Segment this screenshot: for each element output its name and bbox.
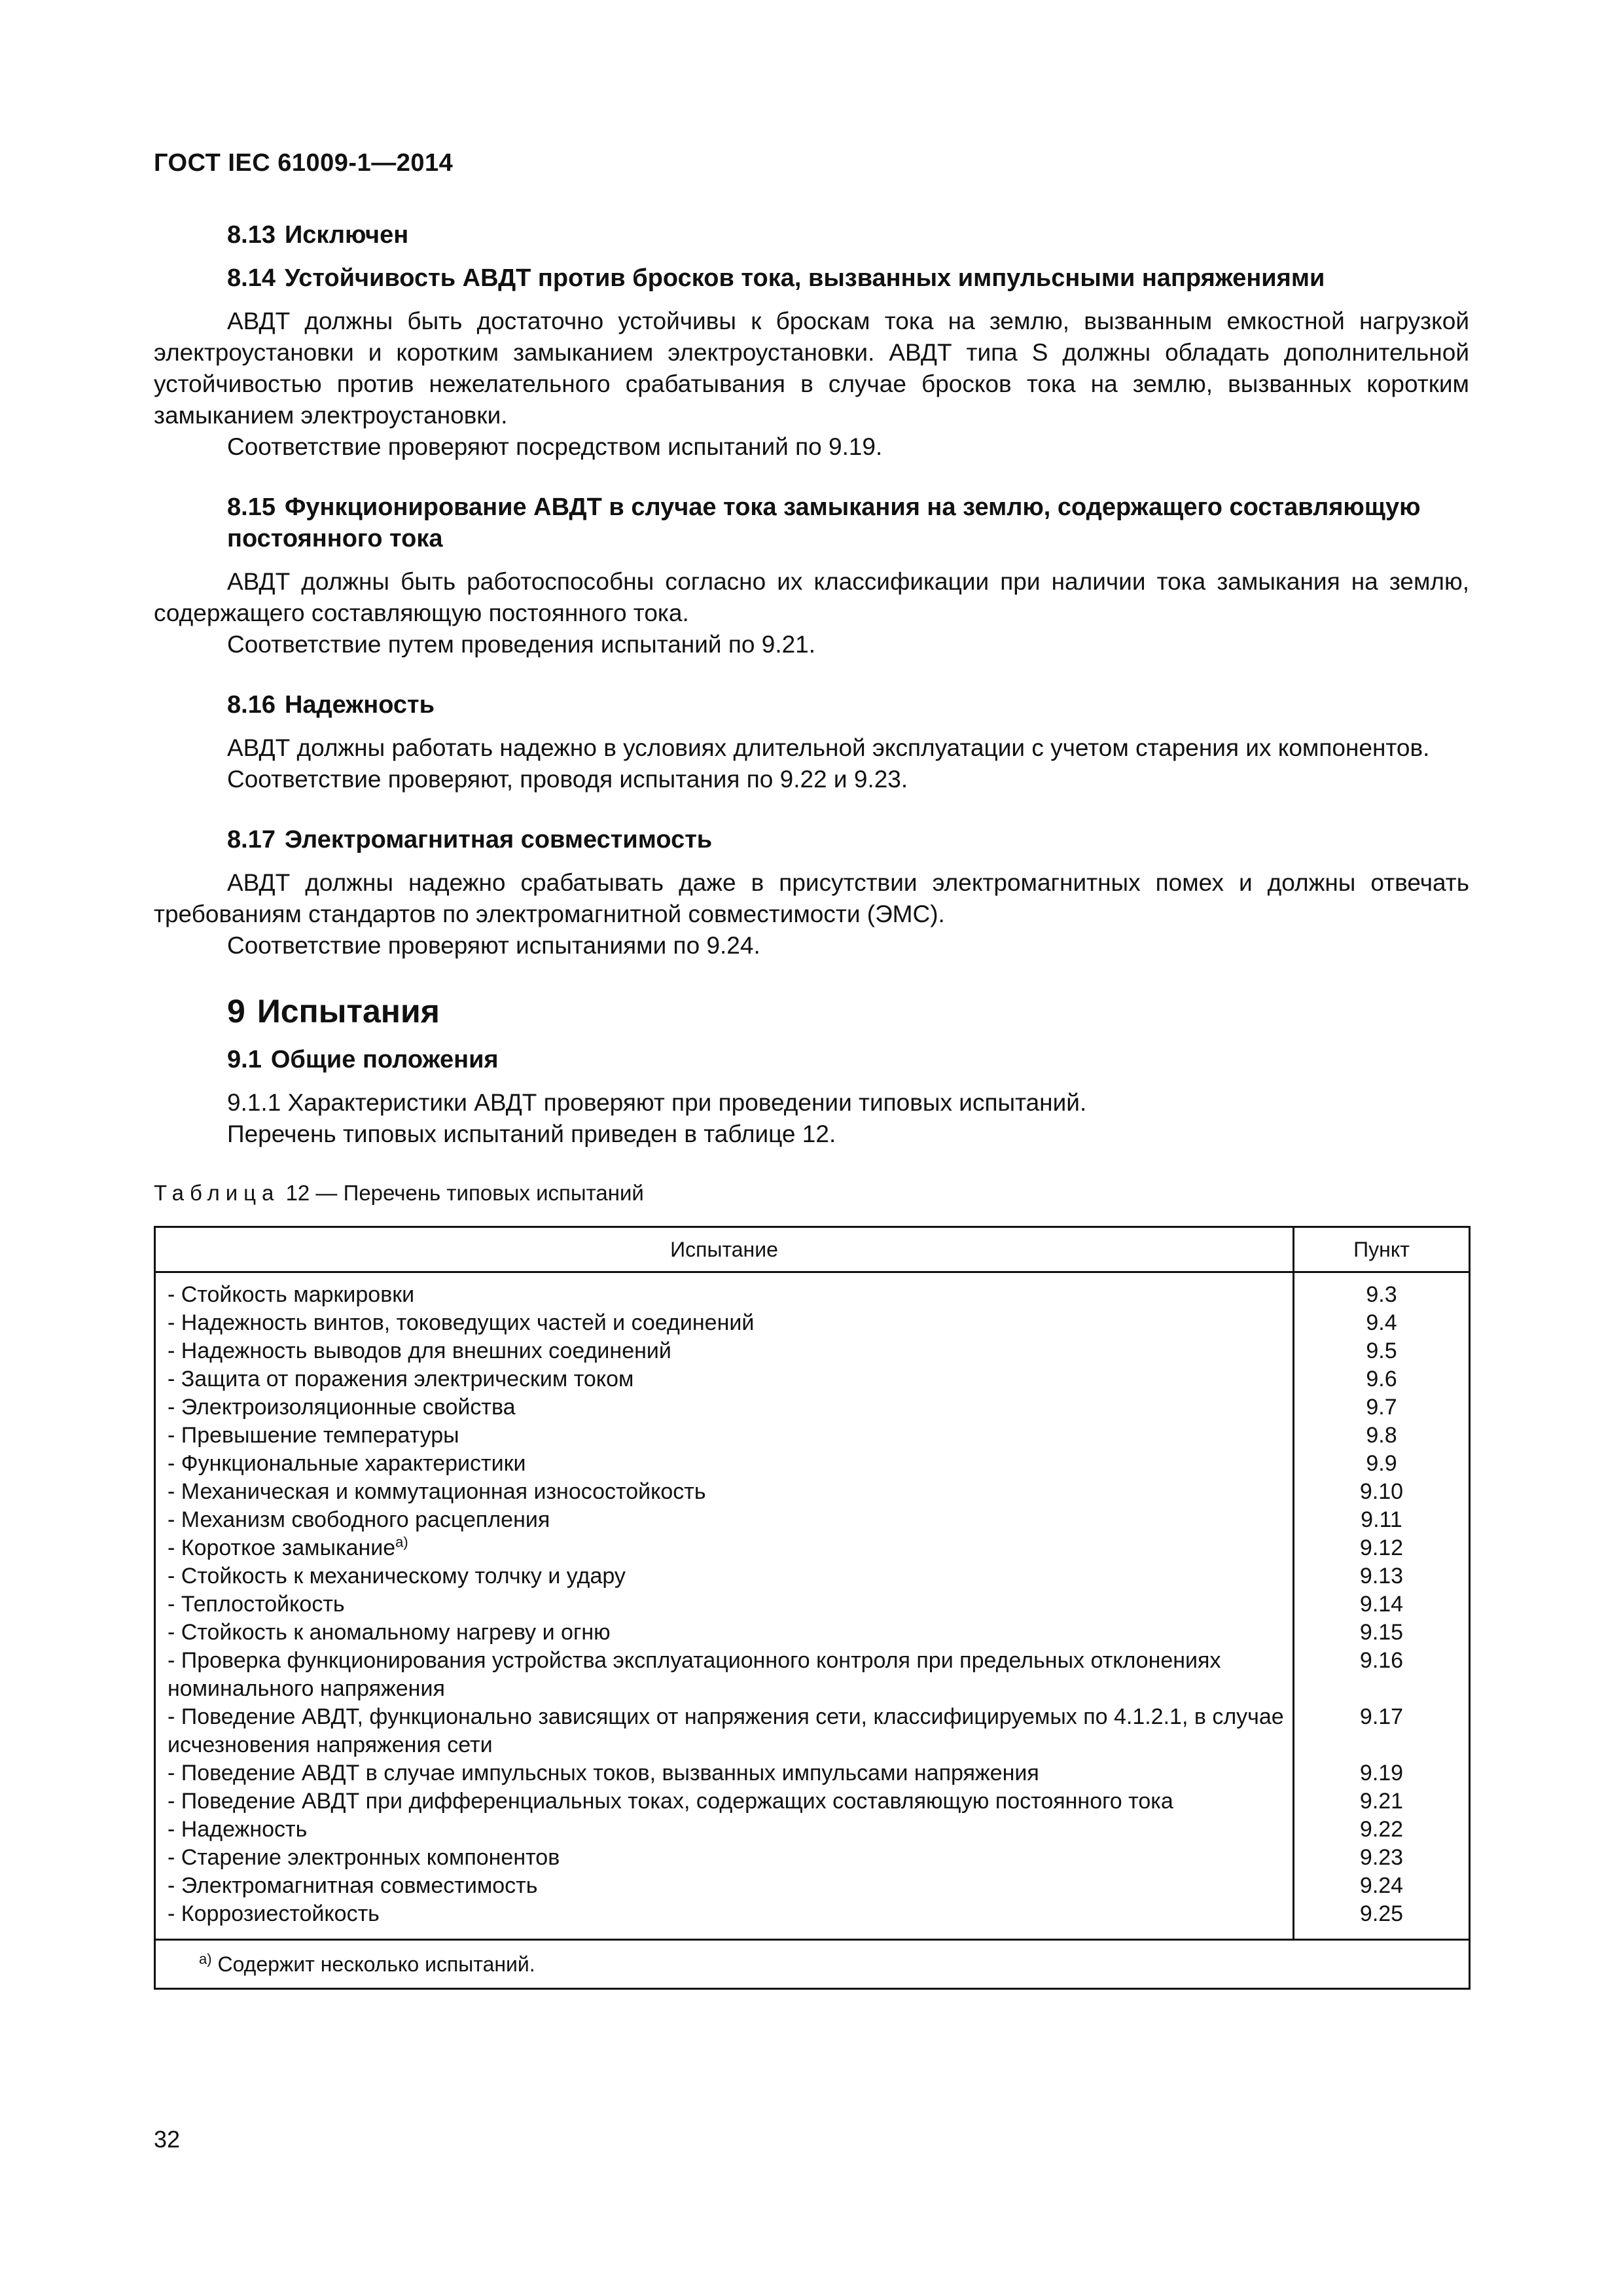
type-tests-table [154, 1226, 1471, 1990]
page-number: 32 [154, 2126, 181, 2153]
table-row [155, 1272, 1470, 1310]
test-name: - Поведение АВДТ при дифференциальных токах, содержащих составляющую постоянного тока [155, 1787, 1294, 1816]
section-title: Функционирование АВДТ в случае тока замыкания на землю, содержащего составляющую постоянного тока [227, 493, 1421, 552]
footnote-ref: a) [395, 1534, 408, 1551]
chapter-title: Испытания [257, 993, 440, 1030]
test-name: - Поведение АВДТ, функционально зависящих от напряжения сети, классифицируемых по 4.1.2.1, в случае исчезновения напряжения сети [155, 1703, 1294, 1759]
table-row [155, 1816, 1470, 1844]
table-row [155, 1393, 1470, 1422]
test-name: - Надежность выводов для внешних соединений [155, 1337, 1294, 1365]
spacer [154, 463, 1469, 492]
section-title: Исключен [284, 221, 409, 249]
test-name: - Превышение температуры [155, 1422, 1294, 1450]
table-row [155, 1337, 1470, 1365]
clause-number: 9.16 [1294, 1647, 1470, 1703]
chapter-9-heading [154, 990, 1469, 1032]
clause-number: 9.14 [1294, 1590, 1470, 1619]
section-8-13-heading [154, 219, 1469, 251]
section-number: 8.13 [227, 221, 276, 249]
paragraph: АВДТ должны быть работоспособны согласно их классификации при наличии тока замыкания на землю, содержащего составляющую постоянного тока. [154, 568, 1469, 626]
table-row [155, 1759, 1470, 1787]
spacer [154, 660, 1469, 689]
test-name: - Надежность винтов, токоведущих частей и соединений [155, 1309, 1294, 1337]
page-header: ГОСТ IEC 61009-1—2014 [154, 149, 454, 177]
test-name-cell [155, 1534, 1294, 1562]
column-header-clause: Пункт [1294, 1227, 1470, 1272]
clause-number: 9.23 [1294, 1844, 1470, 1872]
table-row [155, 1703, 1470, 1759]
table-caption-word: Таблица [154, 1181, 280, 1205]
test-name: - Надежность [155, 1816, 1294, 1844]
section-8-14-heading [154, 262, 1469, 294]
table-row [155, 1365, 1470, 1393]
paragraph: АВДТ должны надежно срабатывать даже в присутствии электромагнитных помех и должны отвечать требованиям стандартов по электромагнитной совместимости (ЭМС). [154, 869, 1469, 927]
section-number: 9.1 [227, 1046, 262, 1073]
clause-number: 9.21 [1294, 1787, 1470, 1816]
table-row [155, 1534, 1470, 1562]
test-name: - Старение электронных компонентов [155, 1844, 1294, 1872]
test-name: - Механизм свободного расцепления [155, 1506, 1294, 1534]
table-row [155, 1309, 1470, 1337]
table-row [155, 1506, 1470, 1534]
clause-number: 9.12 [1294, 1534, 1470, 1562]
clause-number: 9.4 [1294, 1309, 1470, 1337]
clause-number: 9.24 [1294, 1872, 1470, 1900]
table-row [155, 1647, 1470, 1703]
test-name: - Стойкость к аномальному нагреву и огню [155, 1619, 1294, 1647]
chapter-number: 9 [227, 993, 245, 1030]
table-row [155, 1450, 1470, 1478]
section-9-1-heading [154, 1044, 1469, 1075]
test-name: - Стойкость маркировки [155, 1272, 1294, 1310]
clause-number: 9.22 [1294, 1816, 1470, 1844]
clause-number: 9.15 [1294, 1619, 1470, 1647]
clause-number: 9.6 [1294, 1365, 1470, 1393]
table-row [155, 1590, 1470, 1619]
table-row [155, 1787, 1470, 1816]
spacer [154, 961, 1469, 990]
table-row [155, 1900, 1470, 1940]
footnote-text: Содержит несколько испытаний. [217, 1952, 535, 1976]
section-number: 8.14 [227, 264, 276, 292]
clause-number: 9.17 [1294, 1703, 1470, 1759]
test-name: - Функциональные характеристики [155, 1450, 1294, 1478]
table-footnote-row [155, 1940, 1470, 1989]
table-row [155, 1478, 1470, 1506]
section-8-16-heading [154, 689, 1469, 721]
paragraph: Перечень типовых испытаний приведен в таблице 12. [227, 1121, 836, 1147]
table-row [155, 1872, 1470, 1900]
table-row [155, 1619, 1470, 1647]
test-name: - Короткое замыкание [168, 1535, 396, 1560]
section-title: Надежность [284, 691, 435, 719]
paragraph: Соответствие проверяют, проводя испытания по 9.22 и 9.23. [227, 766, 908, 793]
section-number: 8.16 [227, 691, 276, 719]
clause-number: 9.3 [1294, 1272, 1470, 1310]
clause-number: 9.10 [1294, 1478, 1470, 1506]
clause-number: 9.11 [1294, 1506, 1470, 1534]
clause-number: 9.9 [1294, 1450, 1470, 1478]
test-name: - Механическая и коммутационная износостойкость [155, 1478, 1294, 1506]
table-body [155, 1272, 1470, 1989]
clause-number: 9.7 [1294, 1393, 1470, 1422]
clause-number: 9.19 [1294, 1759, 1470, 1787]
section-title: Общие положения [270, 1046, 499, 1073]
paragraph: Соответствие проверяют испытаниями по 9.24. [227, 932, 760, 959]
table-footnote [155, 1940, 1470, 1989]
section-8-17-heading [154, 824, 1469, 855]
test-name: - Теплостойкость [155, 1590, 1294, 1619]
paragraph: АВДТ должны быть достаточно устойчивы к броскам тока на землю, вызванным емкостной нагрузкой электроустановки и коротким замыканием электроустановки. АВДТ типа S должны обладать дополнительной устойчивостью против нежелательного срабатывания в случае бросков тока на землю, вызванных коротким замыканием электроустановки. [154, 308, 1469, 429]
table-row [155, 1562, 1470, 1590]
section-number: 8.17 [227, 826, 276, 853]
table-header-row [155, 1227, 1470, 1272]
clause-number: 9.25 [1294, 1900, 1470, 1940]
section-number: 8.15 [227, 493, 276, 521]
document-body [154, 219, 1469, 1990]
footnote-mark: a) [199, 1950, 212, 1967]
test-name: - Проверка функционирования устройства эксплуатационного контроля при предельных отклонениях номинального напряжения [155, 1647, 1294, 1703]
test-name: - Защита от поражения электрическим током [155, 1365, 1294, 1393]
section-title: Электромагнитная совместимость [284, 826, 713, 853]
clause-number: 9.8 [1294, 1422, 1470, 1450]
test-name: - Коррозиестойкость [155, 1900, 1294, 1940]
table-caption [154, 1179, 1469, 1208]
test-name: - Стойкость к механическому толчку и удару [155, 1562, 1294, 1590]
table-row [155, 1844, 1470, 1872]
column-header-test: Испытание [155, 1227, 1294, 1272]
section-8-15-heading [154, 492, 1469, 554]
paragraph: Соответствие путем проведения испытаний по 9.21. [227, 631, 816, 658]
section-title: Устойчивость АВДТ против бросков тока, вызванных импульсными напряжениями [284, 264, 1325, 292]
test-name: - Электромагнитная совместимость [155, 1872, 1294, 1900]
test-name: - Поведение АВДТ в случае импульсных токов, вызванных импульсами напряжения [155, 1759, 1294, 1787]
spacer [154, 1150, 1469, 1179]
paragraph: АВДТ должны работать надежно в условиях длительной эксплуатации с учетом старения их компонентов. [227, 734, 1430, 761]
clause-number: 9.5 [1294, 1337, 1470, 1365]
paragraph: Соответствие проверяют посредством испытаний по 9.19. [227, 433, 883, 460]
spacer [154, 795, 1469, 824]
clause-number: 9.13 [1294, 1562, 1470, 1590]
table-row [155, 1422, 1470, 1450]
paragraph: 9.1.1 Характеристики АВДТ проверяют при проведении типовых испытаний. [227, 1089, 1087, 1116]
table-caption-text: 12 — Перечень типовых испытаний [285, 1181, 644, 1205]
test-name: - Электроизоляционные свойства [155, 1393, 1294, 1422]
